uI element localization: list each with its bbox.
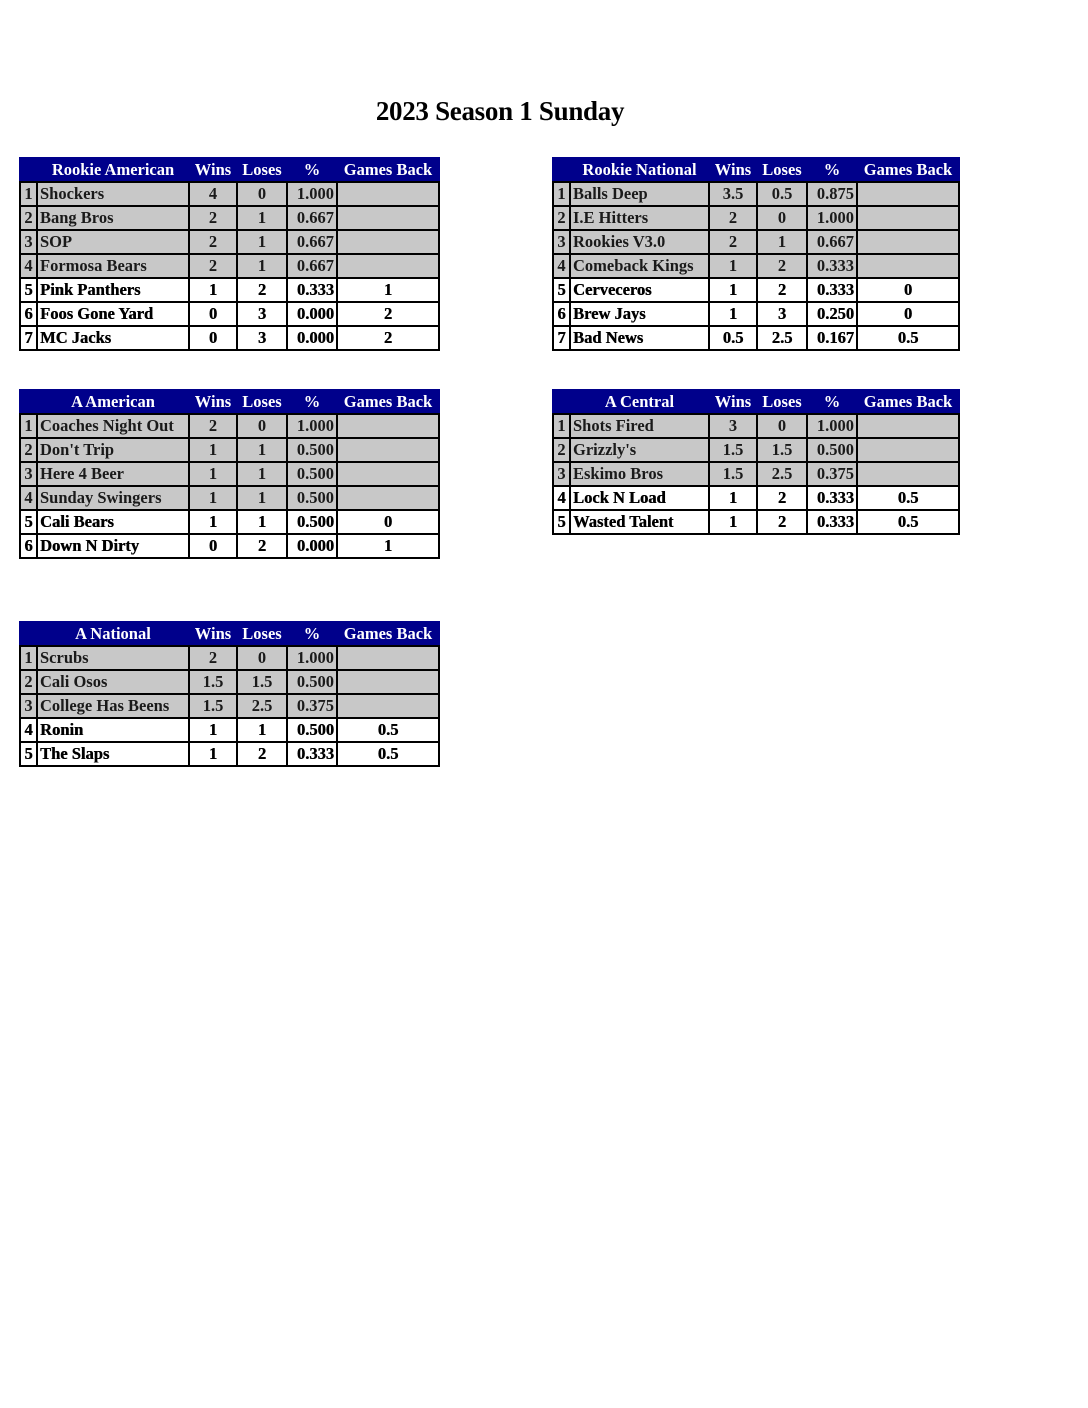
pct-cell: 0.667 [287, 254, 337, 278]
rank-cell: 2 [20, 670, 37, 694]
team-row [553, 182, 959, 206]
loses-cell: 0 [757, 414, 807, 438]
team-row [20, 670, 439, 694]
team-name: Shots Fired [570, 414, 709, 438]
wins-cell: 2 [189, 230, 237, 254]
wins-header: Wins [709, 158, 757, 182]
team-row [20, 414, 439, 438]
team-name: Cerveceros [570, 278, 709, 302]
rank-header [20, 622, 37, 646]
team-row [553, 230, 959, 254]
wins-cell: 1 [709, 486, 757, 510]
wins-cell: 1 [189, 278, 237, 302]
team-row [20, 742, 439, 766]
rank-cell: 6 [20, 302, 37, 326]
rank-cell: 6 [553, 302, 570, 326]
rank-cell: 2 [20, 438, 37, 462]
rank-cell: 4 [553, 254, 570, 278]
loses-cell: 1 [237, 438, 287, 462]
loses-header: Loses [757, 158, 807, 182]
games-back-cell: 1 [337, 534, 439, 558]
wins-cell: 2 [709, 230, 757, 254]
loses-cell: 3 [237, 302, 287, 326]
rank-cell: 7 [20, 326, 37, 350]
games-back-cell [337, 254, 439, 278]
header-row [20, 158, 439, 182]
pct-cell: 0.667 [287, 230, 337, 254]
loses-cell: 1 [237, 462, 287, 486]
rank-cell: 4 [20, 254, 37, 278]
team-name: Here 4 Beer [37, 462, 189, 486]
games-back-cell: 0.5 [857, 510, 959, 534]
loses-header: Loses [237, 390, 287, 414]
division-name: Rookie American [37, 158, 189, 182]
loses-cell: 0 [757, 206, 807, 230]
team-row [553, 510, 959, 534]
pct-cell: 1.000 [287, 646, 337, 670]
team-name: Cali Bears [37, 510, 189, 534]
team-name: Foos Gone Yard [37, 302, 189, 326]
rank-header [553, 390, 570, 414]
loses-cell: 1.5 [237, 670, 287, 694]
team-name: Shockers [37, 182, 189, 206]
team-row [553, 254, 959, 278]
loses-cell: 2 [757, 254, 807, 278]
games-back-header: Games Back [337, 390, 439, 414]
loses-cell: 2.5 [237, 694, 287, 718]
pct-cell: 0.333 [807, 254, 857, 278]
team-name: Don't Trip [37, 438, 189, 462]
pct-cell: 0.667 [807, 230, 857, 254]
pct-cell: 0.500 [287, 462, 337, 486]
games-back-cell: 2 [337, 302, 439, 326]
team-row [20, 510, 439, 534]
pct-header: % [287, 158, 337, 182]
team-row [20, 278, 439, 302]
games-back-cell: 2 [337, 326, 439, 350]
loses-cell: 1 [237, 510, 287, 534]
division-table-a-central [552, 389, 960, 535]
loses-cell: 3 [237, 326, 287, 350]
wins-header: Wins [709, 390, 757, 414]
team-name: SOP [37, 230, 189, 254]
loses-header: Loses [237, 158, 287, 182]
games-back-cell [857, 462, 959, 486]
wins-cell: 1 [189, 486, 237, 510]
team-name: Balls Deep [570, 182, 709, 206]
pct-cell: 0.500 [287, 670, 337, 694]
games-back-cell [337, 646, 439, 670]
pct-cell: 1.000 [287, 414, 337, 438]
games-back-cell [857, 230, 959, 254]
loses-cell: 1 [237, 230, 287, 254]
team-row [553, 302, 959, 326]
games-back-cell: 1 [337, 278, 439, 302]
division-name: Rookie National [570, 158, 709, 182]
pct-cell: 0.875 [807, 182, 857, 206]
loses-header: Loses [757, 390, 807, 414]
pct-header: % [807, 390, 857, 414]
rank-cell: 3 [20, 230, 37, 254]
wins-cell: 2 [189, 646, 237, 670]
division-table-a-national [19, 621, 440, 767]
games-back-header: Games Back [857, 158, 959, 182]
pct-cell: 0.500 [287, 510, 337, 534]
games-back-cell [337, 206, 439, 230]
wins-cell: 0 [189, 326, 237, 350]
games-back-cell: 0.5 [337, 742, 439, 766]
team-row [20, 718, 439, 742]
wins-cell: 1 [189, 438, 237, 462]
rank-cell: 7 [553, 326, 570, 350]
team-row [553, 414, 959, 438]
wins-cell: 3 [709, 414, 757, 438]
team-name: College Has Beens [37, 694, 189, 718]
team-name: Scrubs [37, 646, 189, 670]
rank-cell: 2 [553, 206, 570, 230]
wins-cell: 2 [189, 254, 237, 278]
team-row [553, 486, 959, 510]
page-title: 2023 Season 1 Sunday [375, 96, 625, 126]
rank-cell: 3 [20, 462, 37, 486]
games-back-cell: 0 [857, 278, 959, 302]
games-back-header: Games Back [857, 390, 959, 414]
loses-cell: 1 [237, 254, 287, 278]
division-table-rookie-american [19, 157, 440, 351]
rank-cell: 5 [20, 742, 37, 766]
wins-cell: 1 [709, 254, 757, 278]
rank-cell: 3 [553, 462, 570, 486]
team-row [20, 206, 439, 230]
pct-cell: 0.333 [807, 510, 857, 534]
rank-cell: 4 [20, 486, 37, 510]
team-name: Wasted Talent [570, 510, 709, 534]
loses-cell: 2 [237, 534, 287, 558]
wins-header: Wins [189, 622, 237, 646]
pct-cell: 0.375 [287, 694, 337, 718]
team-row [20, 646, 439, 670]
loses-cell: 2.5 [757, 326, 807, 350]
wins-cell: 1.5 [709, 462, 757, 486]
pct-cell: 0.000 [287, 302, 337, 326]
games-back-cell [857, 182, 959, 206]
games-back-cell: 0.5 [857, 326, 959, 350]
pct-cell: 0.333 [287, 742, 337, 766]
pct-cell: 0.375 [807, 462, 857, 486]
loses-cell: 2.5 [757, 462, 807, 486]
rank-cell: 2 [553, 438, 570, 462]
wins-cell: 1 [709, 510, 757, 534]
rank-cell: 1 [20, 182, 37, 206]
games-back-cell [337, 670, 439, 694]
team-name: Formosa Bears [37, 254, 189, 278]
division-table-a-american [19, 389, 440, 559]
wins-cell: 2 [709, 206, 757, 230]
rank-header [20, 158, 37, 182]
pct-cell: 0.500 [807, 438, 857, 462]
rank-cell: 4 [20, 718, 37, 742]
pct-cell: 0.167 [807, 326, 857, 350]
wins-cell: 1.5 [709, 438, 757, 462]
team-name: Bang Bros [37, 206, 189, 230]
team-row [553, 462, 959, 486]
division-name: A National [37, 622, 189, 646]
header-row [20, 390, 439, 414]
games-back-cell [337, 182, 439, 206]
games-back-cell [857, 254, 959, 278]
pct-cell: 0.000 [287, 534, 337, 558]
rank-cell: 3 [20, 694, 37, 718]
pct-cell: 0.500 [287, 438, 337, 462]
wins-cell: 1 [189, 510, 237, 534]
wins-header: Wins [189, 158, 237, 182]
team-row [20, 534, 439, 558]
wins-cell: 2 [189, 206, 237, 230]
team-name: Cali Osos [37, 670, 189, 694]
games-back-cell [337, 462, 439, 486]
pct-header: % [287, 390, 337, 414]
games-back-cell [857, 414, 959, 438]
team-name: The Slaps [37, 742, 189, 766]
loses-cell: 1 [757, 230, 807, 254]
wins-cell: 1 [709, 278, 757, 302]
loses-cell: 1 [237, 206, 287, 230]
pct-cell: 0.667 [287, 206, 337, 230]
team-row [553, 438, 959, 462]
games-back-cell [857, 206, 959, 230]
team-row [20, 302, 439, 326]
loses-cell: 2 [757, 510, 807, 534]
loses-cell: 2 [757, 278, 807, 302]
wins-cell: 1 [709, 302, 757, 326]
wins-cell: 1 [189, 462, 237, 486]
pct-cell: 0.500 [287, 486, 337, 510]
rank-cell: 1 [553, 182, 570, 206]
wins-cell: 3.5 [709, 182, 757, 206]
loses-cell: 0 [237, 182, 287, 206]
games-back-cell [337, 230, 439, 254]
rank-header [20, 390, 37, 414]
team-name: Pink Panthers [37, 278, 189, 302]
games-back-cell [857, 438, 959, 462]
team-name: Coaches Night Out [37, 414, 189, 438]
rank-cell: 3 [553, 230, 570, 254]
header-row [553, 158, 959, 182]
wins-cell: 1.5 [189, 694, 237, 718]
loses-cell: 0.5 [757, 182, 807, 206]
rank-cell: 5 [553, 278, 570, 302]
team-row [20, 438, 439, 462]
wins-cell: 4 [189, 182, 237, 206]
loses-cell: 1 [237, 718, 287, 742]
wins-cell: 1 [189, 718, 237, 742]
wins-cell: 0 [189, 302, 237, 326]
team-name: Down N Dirty [37, 534, 189, 558]
team-row [20, 486, 439, 510]
team-name: I.E Hitters [570, 206, 709, 230]
pct-cell: 0.500 [287, 718, 337, 742]
wins-header: Wins [189, 390, 237, 414]
games-back-header: Games Back [337, 158, 439, 182]
rank-cell: 5 [20, 278, 37, 302]
loses-cell: 2 [237, 742, 287, 766]
rank-cell: 4 [553, 486, 570, 510]
games-back-cell [337, 438, 439, 462]
pct-cell: 0.333 [807, 486, 857, 510]
rank-cell: 5 [553, 510, 570, 534]
team-row [553, 278, 959, 302]
loses-cell: 2 [757, 486, 807, 510]
pct-header: % [287, 622, 337, 646]
division-name: A American [37, 390, 189, 414]
games-back-cell: 0 [857, 302, 959, 326]
team-name: Comeback Kings [570, 254, 709, 278]
pct-cell: 0.000 [287, 326, 337, 350]
wins-cell: 0 [189, 534, 237, 558]
rank-cell: 2 [20, 206, 37, 230]
pct-cell: 1.000 [807, 414, 857, 438]
header-row [553, 390, 959, 414]
team-row [553, 326, 959, 350]
loses-cell: 1.5 [757, 438, 807, 462]
pct-header: % [807, 158, 857, 182]
team-name: Brew Jays [570, 302, 709, 326]
team-row [20, 694, 439, 718]
rank-cell: 1 [20, 414, 37, 438]
wins-cell: 0.5 [709, 326, 757, 350]
rank-cell: 1 [553, 414, 570, 438]
loses-cell: 2 [237, 278, 287, 302]
loses-cell: 0 [237, 414, 287, 438]
wins-cell: 1.5 [189, 670, 237, 694]
team-row [20, 326, 439, 350]
loses-cell: 0 [237, 646, 287, 670]
team-row [20, 182, 439, 206]
team-row [20, 462, 439, 486]
wins-cell: 1 [189, 742, 237, 766]
games-back-cell [337, 694, 439, 718]
team-name: Rookies V3.0 [570, 230, 709, 254]
header-row [20, 622, 439, 646]
games-back-cell: 0 [337, 510, 439, 534]
team-name: MC Jacks [37, 326, 189, 350]
wins-cell: 2 [189, 414, 237, 438]
games-back-cell [337, 414, 439, 438]
rank-cell: 1 [20, 646, 37, 670]
team-name: Ronin [37, 718, 189, 742]
team-name: Grizzly's [570, 438, 709, 462]
games-back-cell [337, 486, 439, 510]
team-row [553, 206, 959, 230]
pct-cell: 1.000 [287, 182, 337, 206]
rank-cell: 6 [20, 534, 37, 558]
division-table-rookie-national [552, 157, 960, 351]
rank-header [553, 158, 570, 182]
pct-cell: 0.250 [807, 302, 857, 326]
loses-cell: 3 [757, 302, 807, 326]
team-name: Lock N Load [570, 486, 709, 510]
team-row [20, 254, 439, 278]
loses-header: Loses [237, 622, 287, 646]
division-name: A Central [570, 390, 709, 414]
team-name: Eskimo Bros [570, 462, 709, 486]
games-back-cell: 0.5 [337, 718, 439, 742]
pct-cell: 0.333 [807, 278, 857, 302]
team-name: Sunday Swingers [37, 486, 189, 510]
loses-cell: 1 [237, 486, 287, 510]
team-row [20, 230, 439, 254]
pct-cell: 1.000 [807, 206, 857, 230]
games-back-cell: 0.5 [857, 486, 959, 510]
rank-cell: 5 [20, 510, 37, 534]
team-name: Bad News [570, 326, 709, 350]
pct-cell: 0.333 [287, 278, 337, 302]
games-back-header: Games Back [337, 622, 439, 646]
